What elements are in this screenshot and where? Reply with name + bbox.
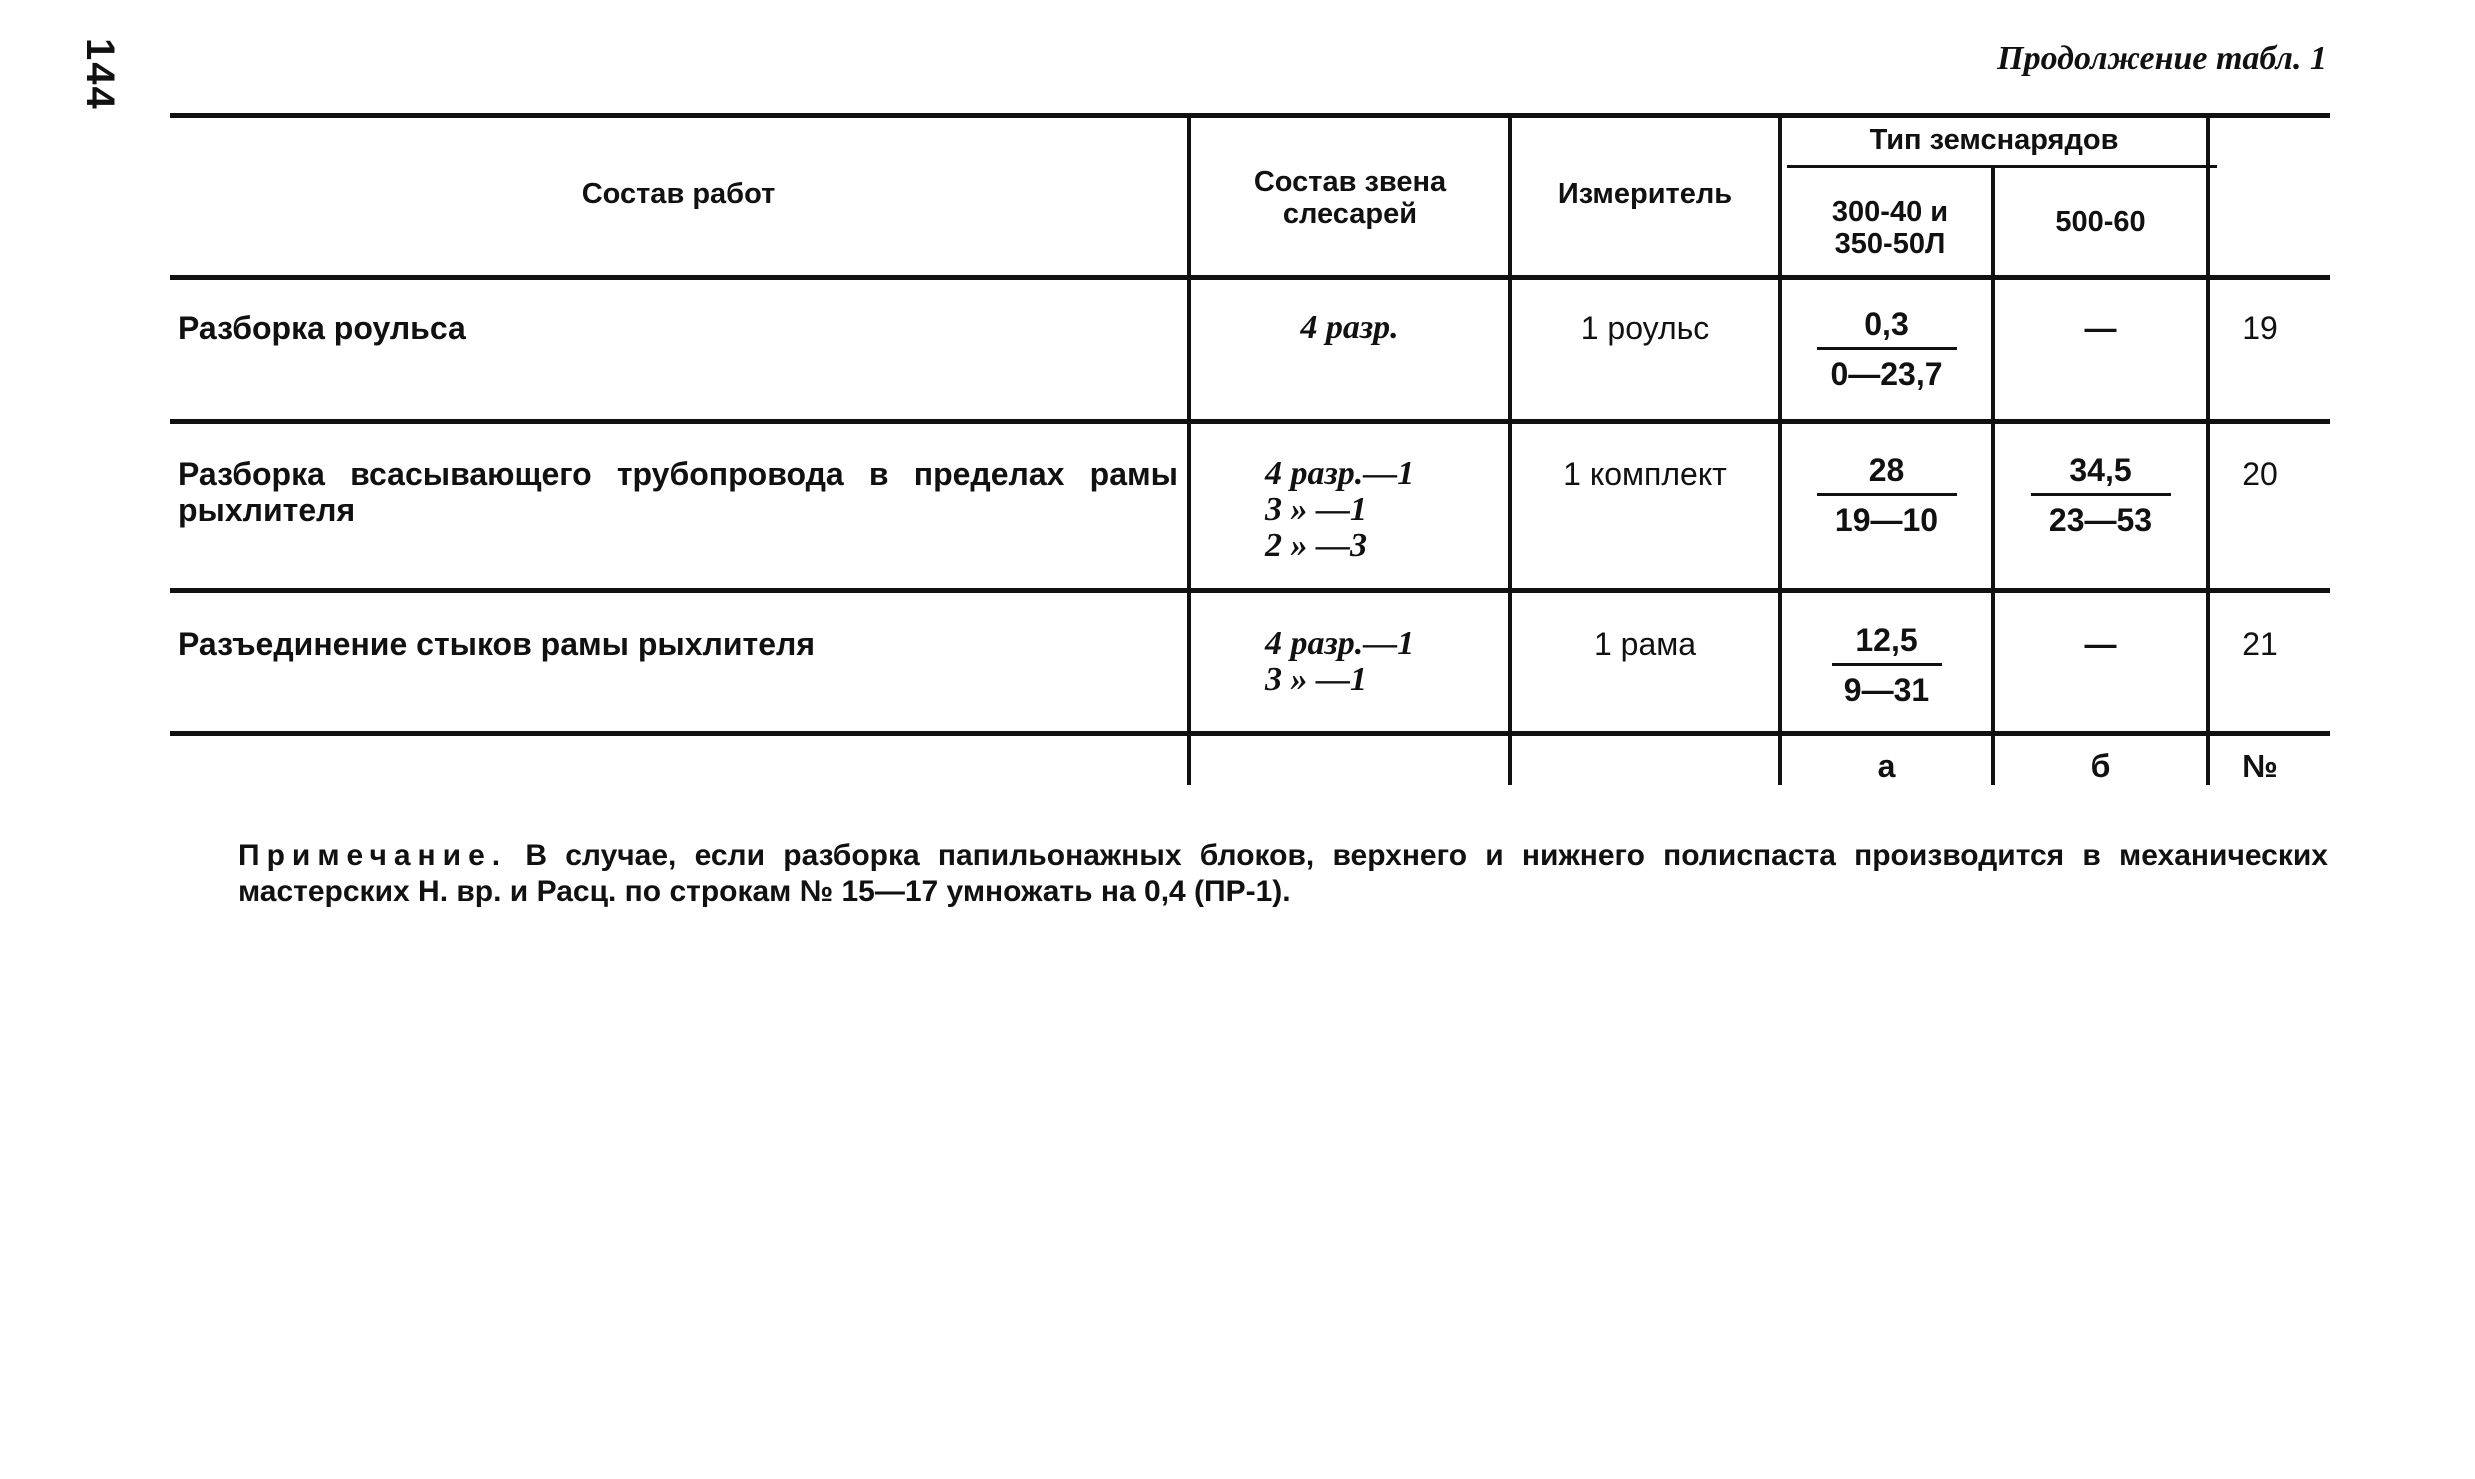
- footer-number: №: [2242, 748, 2278, 784]
- col-divider-5: [2206, 113, 2210, 785]
- row-21-col-a-value: 12,5: [1855, 622, 1918, 658]
- row-19-number: 19: [2242, 310, 2278, 346]
- footer-col-a: а: [1877, 748, 1896, 784]
- row-rule-1: [170, 419, 2330, 424]
- note-label: Примечание.: [238, 839, 508, 872]
- row-21-crew: [1265, 626, 1495, 698]
- header-crew: Состав звена слесарей: [1253, 166, 1447, 230]
- row-rule-2: [170, 588, 2330, 593]
- row-20-col-b: [1995, 452, 2206, 539]
- header-col-a: 300-40 и 350-50Л: [1831, 196, 1949, 260]
- row-21-work: Разъединение стыков рамы рыхлителя: [178, 626, 816, 662]
- col-divider-2: [1508, 113, 1512, 785]
- row-19-col-b: —: [2084, 310, 2117, 346]
- continuation-title: Продолжение табл. 1: [1997, 40, 2327, 77]
- row-19-unit: 1 роульс: [1580, 310, 1710, 346]
- row-20-crew-line-2: 3 » —1: [1265, 491, 1367, 528]
- header-bottom-rule: [170, 275, 2330, 280]
- row-19-work: Разборка роульса: [178, 310, 466, 346]
- row-20-unit: 1 комплект: [1563, 456, 1727, 492]
- row-20-col-b-value: 34,5: [2069, 452, 2132, 488]
- row-20-col-a-value: 28: [1868, 452, 1905, 488]
- row-21-col-b: —: [2084, 626, 2117, 662]
- row-20-crew-line-3: 2 » —3: [1265, 527, 1367, 564]
- row-20-number: 20: [2242, 456, 2278, 492]
- dredge-type-rule: [1787, 165, 2217, 168]
- page-number: 144: [78, 38, 122, 111]
- row-20-col-a: [1782, 452, 1991, 539]
- row-21-col-a: [1782, 622, 1991, 709]
- row-21-crew-line-1: 4 разр.—1: [1265, 625, 1415, 662]
- header-col-b: 500-60: [2055, 206, 2146, 238]
- row-19-col-a-value: 0,3: [1864, 306, 1909, 342]
- row-21-number: 21: [2242, 626, 2278, 662]
- row-20-work: Разборка всасывающего трубопровода в пределах рамы рыхлителя: [178, 456, 1178, 528]
- row-19-col-a: [1782, 306, 1991, 393]
- row-20-crew-line-1: 4 разр.—1: [1265, 455, 1415, 492]
- table-top-rule: [170, 113, 2330, 118]
- row-20-col-a-rate: 19—10: [1834, 502, 1939, 538]
- header-unit: Измеритель: [1557, 178, 1733, 210]
- note-text: В случае, если разборка папильонажных блоков, верхнего и нижнего полиспаста производится в механических мастерских Н. вр. и Расц. по строкам № 15—17 умножать на 0,4 (ПР-1).: [238, 839, 2328, 908]
- row-20-crew: [1265, 456, 1495, 564]
- col-divider-1: [1187, 113, 1191, 785]
- row-20-col-b-rate: 23—53: [2048, 502, 2153, 538]
- header-work: Состав работ: [581, 178, 776, 210]
- header-dredge-type: Тип земснарядов: [1869, 124, 2119, 156]
- row-19-crew: 4 разр.: [1300, 309, 1399, 346]
- row-21-unit: 1 рама: [1593, 626, 1697, 662]
- table-note: [238, 838, 2328, 910]
- row-21-col-a-rate: 9—31: [1843, 672, 1930, 708]
- row-19-col-a-rate: 0—23,7: [1830, 356, 1943, 392]
- footer-col-b: б: [2090, 748, 2111, 784]
- row-rule-3: [170, 731, 2330, 736]
- row-21-crew-line-2: 3 » —1: [1265, 661, 1367, 698]
